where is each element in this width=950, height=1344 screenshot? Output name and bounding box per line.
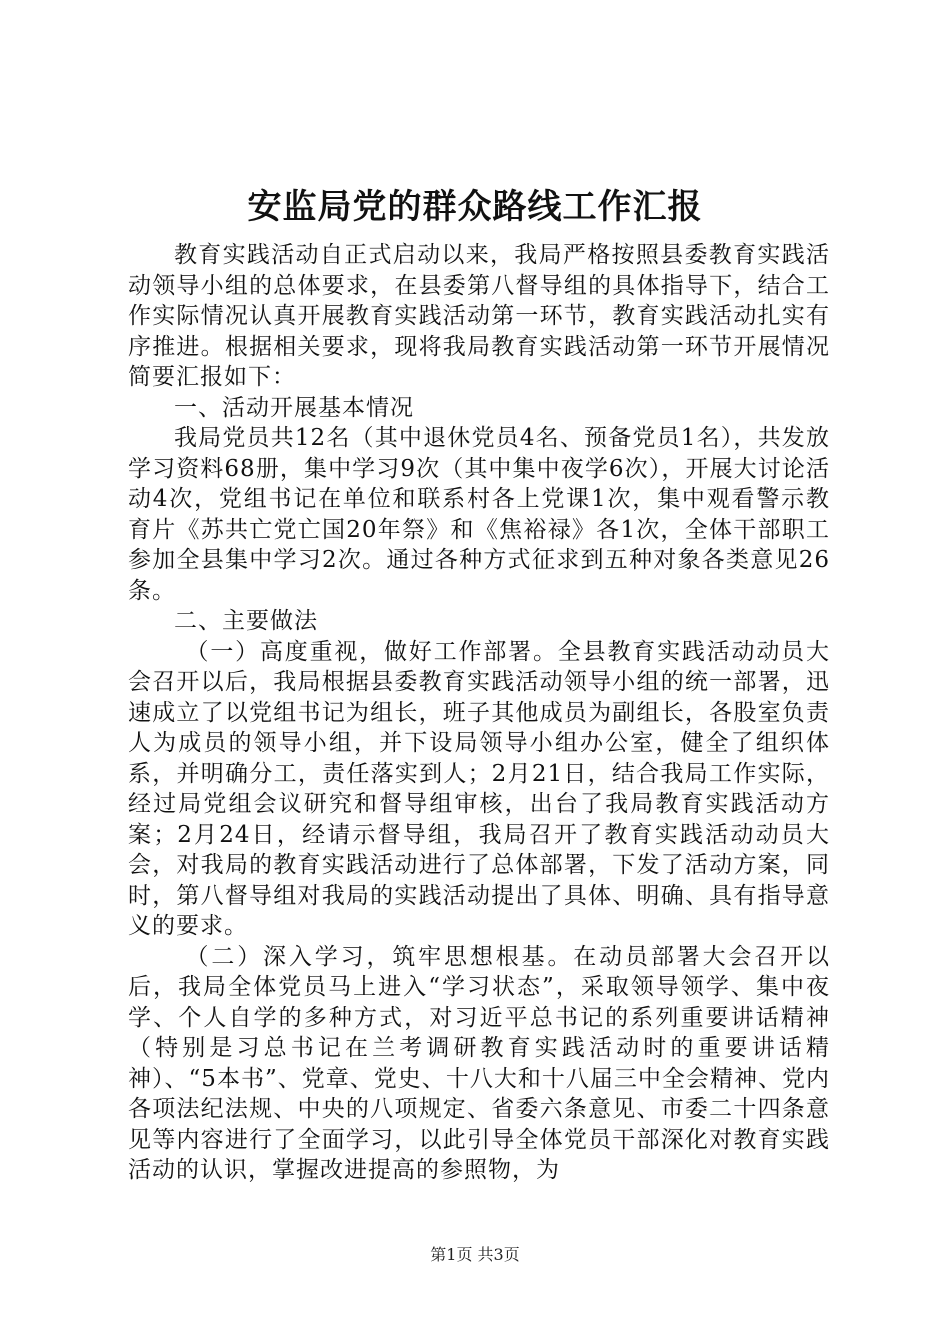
practice-paragraph-2: （二）深入学习，筑牢思想根基。在动员部署大会召开以后，我局全体党员马上进入“学习状态”，采取领导领学、集中夜学、个人自学的多种方式，对习近平总书记的系列重要讲话精神（特别是习总书记在兰考调研教育实践活动时的重要讲话精神）、“5本书”、党章、党史、十八大和十八届三中全会精神、党内各项法纪法规、中央的八项规定、省委六条意见、市委二十四条意见等内容进行了全面学习，以此引导全体党员干部深化对教育实践活动的认识，掌握改进提高的参照物，为 [128, 943, 830, 1183]
page-footer: 第1页 共3页 [430, 1245, 520, 1264]
document-title: 安监局党的群众路线工作汇报 [247, 187, 703, 227]
basic-situation-paragraph: 我局党员共12名（其中退休党员4名、预备党员1名），共发放学习资料68册，集中学习9次（其中集中夜学6次），开展大讨论活动4次，党组书记在单位和联系村各上党课1次，集中观看警示教育片《苏共亡党亡国20年祭》和《焦裕禄》各1次，全体干部职工参加全县集中学习2次。通过各种方式征求到五种对象各类意见26条。 [128, 425, 830, 604]
section-heading-1: 一、活动开展基本情况 [174, 394, 414, 421]
document-body [128, 240, 830, 1186]
practice-paragraph-1: （一）高度重视，做好工作部署。全县教育实践活动动员大会召开以后，我局根据县委教育实践活动领导小组的统一部署，迅速成立了以党组书记为组长，班子其他成员为副组长，各股室负责人为成员的领导小组，并下设局领导小组办公室，健全了组织体系，并明确分工，责任落实到人；2月21日，结合我局工作实际，经过局党组会议研究和督导组审核，出台了我局教育实践活动方案；2月24日，经请示督导组，我局召开了教育实践活动动员大会，对我局的教育实践活动进行了总体部署，下发了活动方案，同时，第八督导组对我局的实践活动提出了具体、明确、具有指导意义的要求。 [128, 638, 830, 939]
section-heading-2: 二、主要做法 [174, 608, 318, 634]
intro-paragraph: 教育实践活动自正式启动以来，我局严格按照县委教育实践活动领导小组的总体要求，在县委第八督导组的具体指导下，结合工作实际情况认真开展教育实践活动第一环节，教育实践活动扎实有序推进。根据相关要求，现将我局教育实践活动第一环节开展情况简要汇报如下： [128, 242, 830, 390]
